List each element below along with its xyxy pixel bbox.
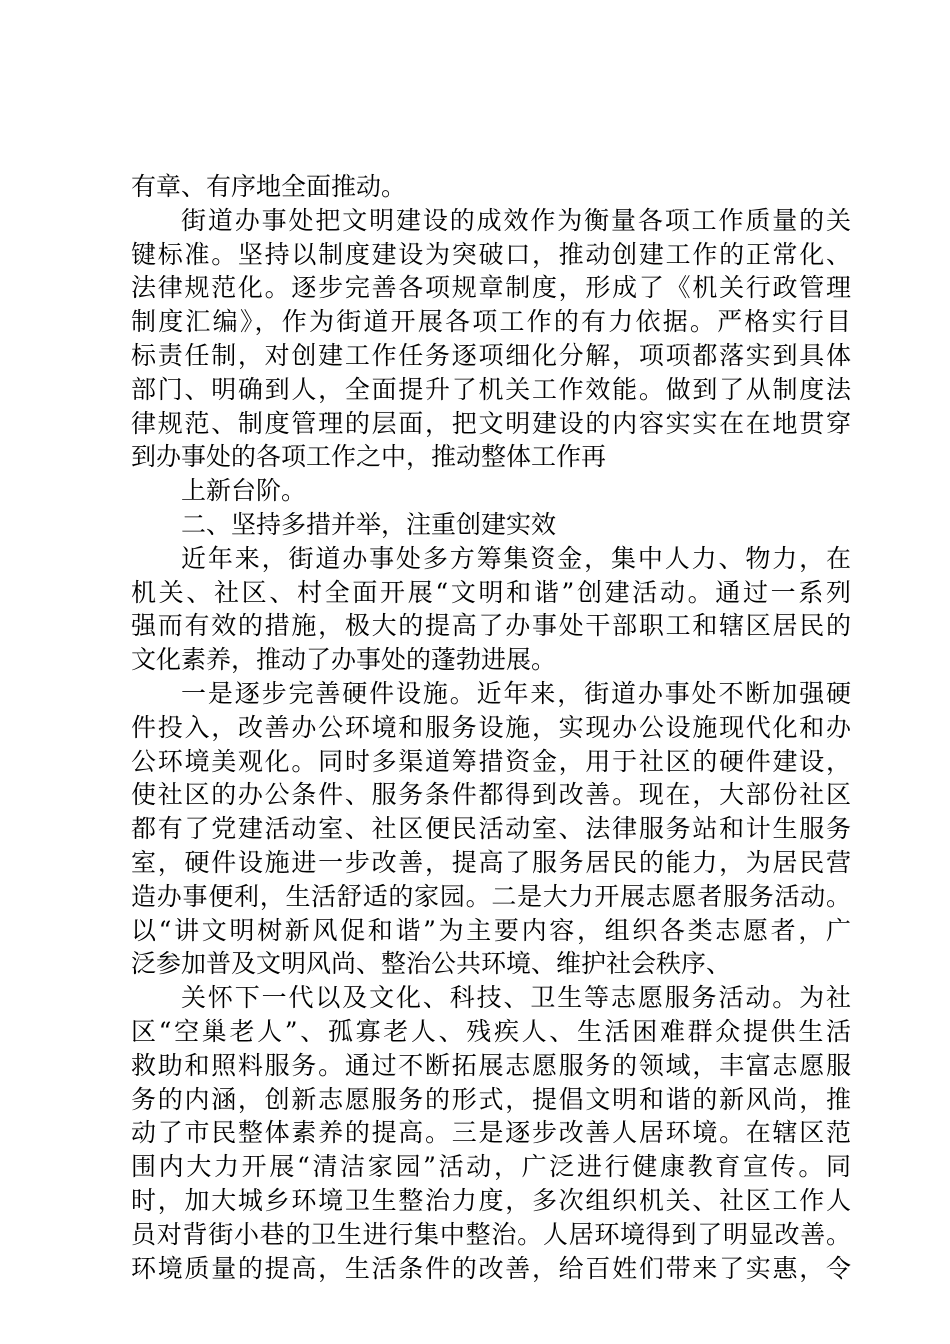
text-line: 街道办事处把文明建设的成效作为衡量各项工作质量的关 [181, 205, 851, 235]
text-line: 泛参加普及文明风尚、整治公共环境、维护社会秩序、 [131, 949, 732, 979]
text-line: 围内大力开展“清洁家园”活动，广泛进行健康教育宣传。同 [131, 1152, 851, 1182]
text-line: 造办事便利，生活舒适的家园。二是大力开展志愿者服务活动。 [131, 881, 851, 911]
text-line: 使社区的办公条件、服务条件都得到改善。现在，大部份社区 [131, 780, 851, 810]
text-line: 一是逐步完善硬件设施。近年来，街道办事处不断加强硬 [181, 678, 851, 708]
text-line: 上新台阶。 [181, 476, 307, 506]
text-line: 室，硬件设施进一步改善，提高了服务居民的能力，为居民营 [131, 847, 851, 877]
text-line: 件投入，改善办公环境和服务设施，实现办公设施现代化和办 [131, 712, 851, 742]
body-text [131, 170, 851, 1285]
section-heading: 二、坚持多措并举，注重创建实效 [181, 509, 557, 539]
text-line: 救助和照料服务。通过不断拓展志愿服务的领域，丰富志愿服 [131, 1050, 851, 1080]
text-line: 到办事处的各项工作之中，推动整体工作再 [131, 442, 607, 472]
text-line: 时，加大城乡环境卫生整治力度，多次组织机关、社区工作人 [131, 1185, 851, 1215]
text-line: 近年来，街道办事处多方筹集资金，集中人力、物力，在 [181, 543, 851, 573]
text-line: 标责任制，对创建工作任务逐项细化分解，项项都落实到具体 [131, 340, 851, 370]
text-line: 制度汇编》，作为街道开展各项工作的有力依据。严格实行目 [131, 307, 851, 337]
text-line: 公环境美观化。同时多渠道筹措资金，用于社区的硬件建设， [131, 746, 851, 776]
text-line: 有章、有序地全面推动。 [131, 172, 407, 201]
text-line: 部门、明确到人，全面提升了机关工作效能。做到了从制度法 [131, 374, 851, 404]
text-line: 律规范、制度管理的层面，把文明建设的内容实实在在地贯穿 [131, 408, 851, 438]
text-line: 法律规范化。逐步完善各项规章制度，形成了《机关行政管理 [131, 273, 851, 303]
text-line: 环境质量的提高，生活条件的改善，给百姓们带来了实惠，令 [131, 1253, 851, 1283]
text-line: 键标准。坚持以制度建设为突破口，推动创建工作的正常化、 [131, 239, 851, 269]
text-line: 强而有效的措施，极大的提高了办事处干部职工和辖区居民的 [131, 611, 851, 641]
text-line: 关怀下一代以及文化、科技、卫生等志愿服务活动。为社 [181, 983, 851, 1013]
text-line: 都有了党建活动室、社区便民活动室、法律服务站和计生服务 [131, 814, 851, 844]
text-line: 区“空巢老人”、孤寡老人、残疾人、生活困难群众提供生活 [131, 1016, 851, 1046]
text-line: 以“讲文明树新风促和谐”为主要内容，组织各类志愿者，广 [131, 915, 851, 945]
text-line: 动了市民整体素养的提高。三是逐步改善人居环境。在辖区范 [131, 1118, 851, 1148]
text-line: 员对背街小巷的卫生进行集中整治。人居环境得到了明显改善。 [131, 1219, 851, 1249]
text-line: 文化素养，推动了办事处的蓬勃进展。 [131, 645, 557, 675]
text-line: 务的内涵，创新志愿服务的形式，提倡文明和谐的新风尚，推 [131, 1084, 851, 1114]
text-line: 机关、社区、村全面开展“文明和谐”创建活动。通过一系列 [131, 577, 851, 607]
